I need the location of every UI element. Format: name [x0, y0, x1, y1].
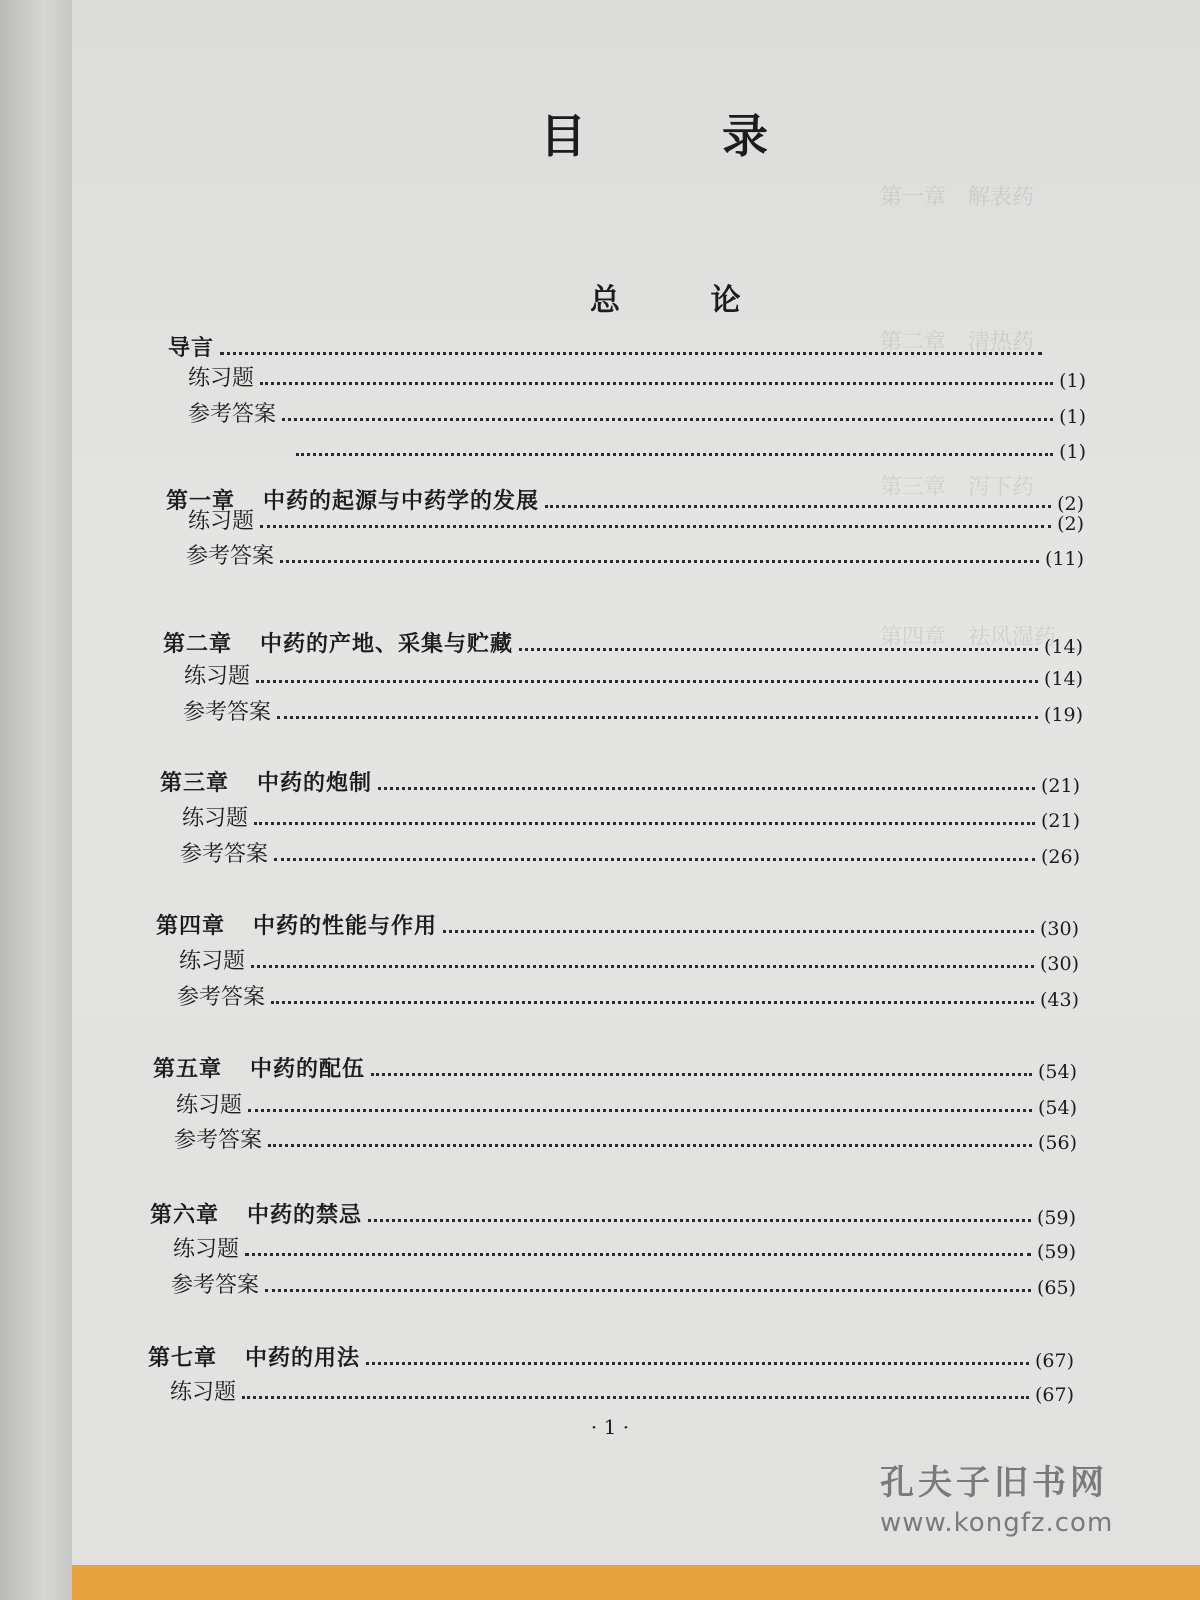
dot-leader [251, 965, 1034, 968]
dot-leader [256, 680, 1038, 683]
toc-page-number: (14) [1043, 668, 1083, 690]
toc-label: 练习题 [170, 1380, 237, 1405]
dot-leader [378, 787, 1035, 790]
toc-chapter-title: 中药的起源与中药学的发展 [263, 488, 540, 514]
background-strip [72, 1565, 1200, 1600]
toc-entry-exercises[interactable] [184, 660, 1083, 690]
toc-page-number: (21) [1040, 775, 1080, 797]
toc-label: 参考答案 [183, 700, 272, 725]
dot-leader [274, 858, 1035, 861]
toc-page-number: (30) [1039, 953, 1079, 975]
toc-entry-chapter-7[interactable] [148, 1342, 1074, 1372]
toc-label: 练习题 [182, 806, 249, 831]
toc-entry-answers[interactable] [171, 1269, 1076, 1299]
watermark [880, 1455, 1170, 1538]
toc-label: 练习题 [173, 1237, 240, 1262]
toc-page-number: (21) [1040, 810, 1080, 832]
toc-chapter-title: 中药的用法 [245, 1345, 361, 1371]
toc-label: 参考答案 [186, 544, 275, 569]
toc-label: 参考答案 [174, 1128, 263, 1153]
section-title: 总 论 [590, 283, 781, 318]
watermark-url: www.kongfz.com [880, 1508, 1114, 1538]
toc-page-number: (65) [1036, 1277, 1076, 1299]
show-through-text: 第三章 泻下药 [880, 475, 1035, 500]
dot-leader [245, 1253, 1031, 1256]
toc-chapter-title: 中药的配伍 [250, 1056, 366, 1082]
toc-page-number: (56) [1037, 1132, 1077, 1154]
dot-leader [443, 930, 1034, 933]
toc-entry-answers[interactable] [177, 981, 1079, 1011]
dot-leader [254, 822, 1035, 825]
toc-entry-exercises[interactable] [182, 802, 1080, 832]
toc-page-number: (59) [1036, 1241, 1076, 1263]
dot-leader [242, 1396, 1029, 1399]
dot-leader [296, 453, 1053, 456]
toc-page-number: (14) [1043, 636, 1083, 658]
dot-leader [260, 525, 1051, 528]
toc-entry-answers[interactable] [186, 540, 1084, 570]
toc-page-number: (30) [1039, 918, 1079, 940]
toc-entry-answers[interactable] [180, 838, 1080, 868]
page-title: 目 录 [540, 109, 829, 163]
toc-label: 参考答案 [180, 842, 269, 867]
toc-entry-chapter-5[interactable] [153, 1053, 1077, 1083]
dot-leader [248, 1109, 1032, 1112]
dot-leader [260, 382, 1053, 385]
toc-entry-exercises[interactable] [176, 1089, 1077, 1119]
dot-leader [366, 1362, 1029, 1365]
toc-chapter-title: 中药的性能与作用 [253, 913, 438, 939]
toc-label: 参考答案 [188, 402, 277, 427]
toc-chapter-label: 第四章 [156, 913, 226, 939]
toc-page-number: (26) [1040, 846, 1080, 868]
toc-chapter-label: 第二章 [163, 631, 233, 657]
dot-leader [371, 1073, 1032, 1076]
toc-chapter-label: 导言 [168, 335, 215, 361]
book-spine-edge [0, 0, 72, 1600]
toc-page-number: (1) [1059, 441, 1086, 463]
toc-page-number: (54) [1037, 1061, 1077, 1083]
toc-label: 参考答案 [177, 985, 266, 1010]
page-number-footer: · 1 · [590, 1415, 630, 1439]
toc-label: 练习题 [188, 366, 255, 391]
toc-entry-intro[interactable] [168, 332, 1048, 362]
toc-chapter-label: 第七章 [148, 1345, 218, 1371]
toc-entry-chapter-3[interactable] [160, 767, 1080, 797]
dot-leader [280, 560, 1039, 563]
toc-page-number: (19) [1043, 704, 1083, 726]
toc-entry-chapter-2[interactable] [163, 628, 1083, 658]
toc-chapter-label: 第一章 [166, 488, 236, 514]
toc-entry-exercises[interactable] [173, 1233, 1076, 1263]
toc-entry-chapter-6[interactable] [150, 1199, 1076, 1229]
toc-page-number: (2) [1057, 513, 1084, 535]
toc-page-number: (1) [1059, 406, 1086, 428]
show-through-text: 第四章 祛风湿药 [880, 625, 1057, 650]
toc-page-number: (1) [1059, 370, 1086, 392]
dot-leader [268, 1144, 1032, 1147]
toc-page-number: (11) [1044, 548, 1084, 570]
dot-leader [519, 648, 1038, 651]
toc-chapter-label: 第五章 [153, 1056, 223, 1082]
toc-entry-exercises[interactable] [188, 362, 1086, 392]
toc-entry-answers[interactable] [174, 1124, 1077, 1154]
toc-page-number: (67) [1034, 1350, 1074, 1372]
toc-chapter-label: 第三章 [160, 770, 230, 796]
toc-entry-exercises[interactable] [179, 945, 1079, 975]
dot-leader [277, 716, 1038, 719]
toc-page-number: (59) [1036, 1207, 1076, 1229]
toc-chapter-title: 中药的炮制 [257, 770, 373, 796]
toc-page-number: (67) [1034, 1384, 1074, 1406]
toc-entry-chapter-4[interactable] [156, 910, 1079, 940]
dot-leader [368, 1219, 1031, 1222]
toc-label: 练习题 [184, 664, 251, 689]
toc-chapter-title: 中药的禁忌 [247, 1202, 363, 1228]
toc-entry-answers[interactable] [183, 696, 1083, 726]
toc-entry-answers[interactable] [188, 398, 1086, 428]
dot-leader [220, 352, 1042, 355]
watermark-logo: 孔夫子旧书网 [880, 1463, 1108, 1503]
toc-chapter-label: 第六章 [150, 1202, 220, 1228]
toc-label: 练习题 [179, 949, 246, 974]
toc-label: 练习题 [188, 509, 255, 534]
toc-page-number: (54) [1037, 1097, 1077, 1119]
toc-chapter-title: 中药的产地、采集与贮藏 [260, 631, 514, 657]
toc-page-number: (43) [1039, 989, 1079, 1011]
toc-page-number: (2) [1057, 493, 1084, 515]
toc-label: 参考答案 [171, 1273, 260, 1298]
dot-leader [271, 1001, 1034, 1004]
show-through-text: 第二章 清热药 [880, 330, 1035, 355]
show-through-text: 第一章 解表药 [880, 185, 1035, 210]
toc-label: 练习题 [176, 1093, 243, 1118]
toc-entry-continuation[interactable] [290, 433, 1086, 463]
dot-leader [282, 418, 1053, 421]
dot-leader [265, 1289, 1031, 1292]
toc-entry-exercises[interactable] [188, 505, 1084, 535]
toc-entry-exercises[interactable] [170, 1376, 1074, 1406]
